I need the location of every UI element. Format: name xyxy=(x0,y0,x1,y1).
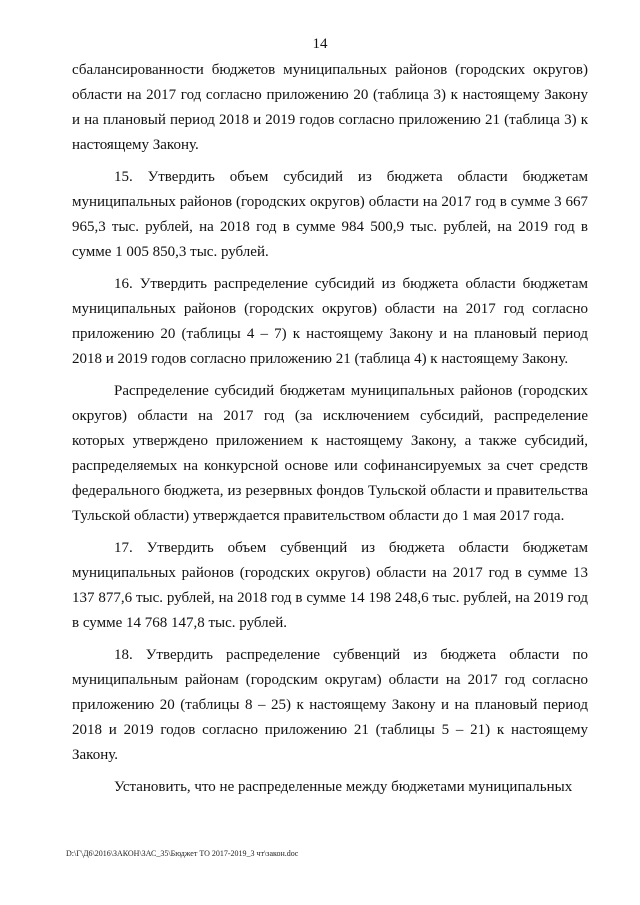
file-path-footer: D:\Г\Д6\2016\ЗАКОН\ЗАС_35\Бюджет ТО 2017-2019_3 чт\закон.doc xyxy=(66,849,299,858)
document-body xyxy=(72,58,588,807)
paragraph-establish: Установить, что не распределенные между бюджетами муниципальных xyxy=(114,779,573,795)
paragraph-subsidy-distribution: Распределение субсидий бюджетам муниципальных районов (городских округов) области на 2017 год (за исключением субсидий, распределение которых утверждено приложением к настоящему Закону, а также субсидий, распределяемых на конкурсной основе или софинансируемых за счет средств федерального бюджета, из резервных фондов Тульской области и правительства Тульской области) утверждается правительством области до 1 мая 2017 года. xyxy=(72,383,588,524)
paragraph-item-17: 17. Утвердить объем субвенций из бюджета области бюджетам муниципальных районов (городских округов) области на 2017 год в сумме 13 137 877,6 тыс. рублей, на 2018 год в сумме 14 198 248,6 тыс. рублей, на 2019 год в сумме 14 768 147,8 тыс. рублей. xyxy=(72,540,588,631)
paragraph-item-16: 16. Утвердить распределение субсидий из бюджета области бюджетам муниципальных районов (городских округов) области на 2017 год согласно приложению 20 (таблицы 4 – 7) к настоящему Закону и на плановый период 2018 и 2019 годов согласно приложению 21 (таблица 4) к настоящему Закону. xyxy=(72,276,588,367)
paragraph-item-15: 15. Утвердить объем субсидий из бюджета области бюджетам муниципальных районов (городских округов) области на 2017 год в сумме 3 667 965,3 тыс. рублей, на 2018 год в сумме 984 500,9 тыс. рублей, на 2019 год в сумме 1 005 850,3 тыс. рублей. xyxy=(72,169,588,260)
paragraph-continuation: сбалансированности бюджетов муниципальных районов (городских округов) области на 2017 год согласно приложению 20 (таблица 3) к настоящему Закону и на плановый период 2018 и 2019 годов согласно приложению 21 (таблица 3) к настоящему Закону. xyxy=(72,62,588,153)
page-number: 14 xyxy=(312,36,328,52)
paragraph-item-18: 18. Утвердить распределение субвенций из бюджета области по муниципальным районам (городским округам) области на 2017 год согласно приложению 20 (таблицы 8 – 25) к настоящему Закону и на плановый период 2018 и 2019 годов согласно приложению 21 (таблицы 5 – 21) к настоящему Закону. xyxy=(72,647,588,763)
